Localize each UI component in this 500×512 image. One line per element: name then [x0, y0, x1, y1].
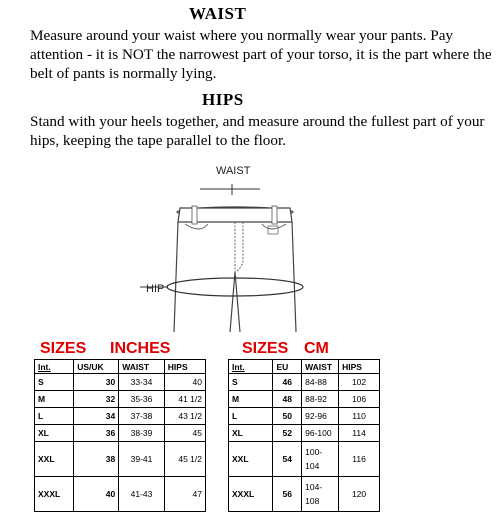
- hips-instructions: Stand with your heels together, and measure around the fullest part of your hips, keeping the tape parallel to the floor.: [30, 113, 485, 149]
- waist-instructions: Measure around your waist where you normally wear your pants. Pay attention - it is NOT the narrowest part of your torso, it is the part where the belt of pants is normally lying.: [30, 27, 492, 82]
- table-row: XL 36 38-39 45: [35, 425, 206, 442]
- table-header-row: [35, 360, 206, 374]
- pants-measurement-diagram: [140, 162, 320, 337]
- table-header-row: [229, 360, 380, 374]
- header-hips: HIPS: [339, 360, 380, 374]
- pants-fly: [235, 222, 243, 272]
- table-row: S 30 33-34 40: [35, 374, 206, 391]
- inches-title-sizes: SIZES: [40, 340, 87, 357]
- header-us-uk: US/UK: [74, 360, 119, 374]
- hip-tape-line: [167, 278, 303, 296]
- header-int: Int.: [35, 360, 74, 374]
- cm-size-table: [228, 359, 380, 512]
- header-waist: WAIST: [119, 360, 165, 374]
- table-row: S 46 84-88 102: [229, 374, 380, 391]
- table-row: L 34 37-38 43 1/2: [35, 408, 206, 425]
- table-row: M 48 88-92 106: [229, 391, 380, 408]
- cm-title-sizes: SIZES: [242, 340, 289, 357]
- diagram-hip-label: HIP: [146, 283, 165, 295]
- diagram-waist-label: WAIST: [216, 165, 251, 177]
- waist-heading: WAIST: [189, 4, 247, 23]
- table-row: XXL 38 39-41 45 1/2: [35, 442, 206, 477]
- header-int: Int.: [229, 360, 273, 374]
- cm-title-unit: CM: [304, 340, 329, 357]
- header-eu: EU: [273, 360, 302, 374]
- table-row: XXXL 40 41-43 47: [35, 477, 206, 512]
- inches-size-table: [34, 359, 206, 512]
- header-waist: WAIST: [302, 360, 339, 374]
- table-row: XXL 54 100-104 116: [229, 442, 380, 477]
- table-row: L 50 92-96 110: [229, 408, 380, 425]
- table-row: XL 52 96-100 114: [229, 425, 380, 442]
- table-row: XXXL 56 104-108 120: [229, 477, 380, 512]
- hips-heading: HIPS: [202, 90, 244, 109]
- header-hips: HIPS: [164, 360, 205, 374]
- table-row: M 32 35-36 41 1/2: [35, 391, 206, 408]
- inches-title-unit: INCHES: [110, 340, 171, 357]
- pants-legs: [174, 222, 296, 332]
